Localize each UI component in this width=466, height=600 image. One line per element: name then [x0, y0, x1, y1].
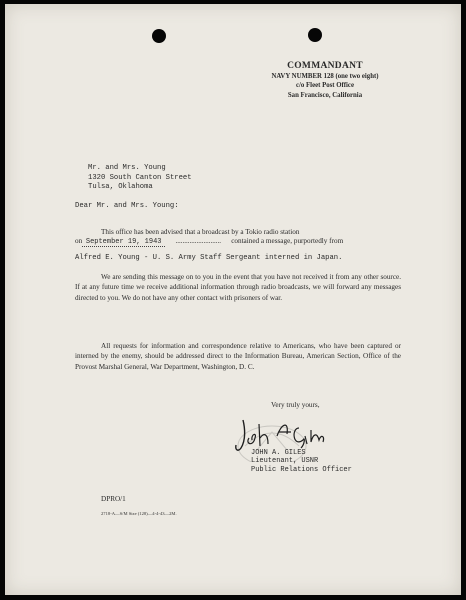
letterhead-navy-number: NAVY NUMBER 128 (one two eight) — [271, 72, 379, 80]
signer-title: Public Relations Officer — [251, 465, 352, 474]
paragraph-intro-rest: contained a message, purportedly from — [231, 237, 344, 245]
closing: Very truly yours, — [271, 401, 320, 409]
letterhead — [255, 62, 395, 100]
addressee-street: 1320 South Canton Street — [88, 173, 192, 182]
letterhead-city: San Francisco, California — [287, 91, 363, 99]
reference-code: DPRO/1 — [101, 495, 126, 503]
salutation: Dear Mr. and Mrs. Young: — [75, 202, 179, 210]
on-label: on — [75, 237, 83, 245]
paragraph-forwarding: We are sending this message on to you in the event that you have not received it from any other source. If at any future time we receive additional information through radio broadcasts, we will forward any messages directed to you. We do not have any other contact with prisoners of war. — [75, 273, 401, 302]
form-footnote: 2718-A—S/M Size (128)—4-4-43—2M. — [101, 511, 177, 516]
paragraph-intro: This office has been advised that a broadcast by a Tokio radio station — [101, 228, 300, 236]
signature-block — [251, 449, 352, 474]
letterhead-fpo: c/o Fleet Post Office — [296, 82, 354, 89]
punch-hole — [152, 29, 166, 43]
addressee-name: Mr. and Mrs. Young — [88, 164, 166, 172]
signer-name: JOHN A. GILES — [251, 449, 306, 457]
broadcast-date: September 19, 1943 — [82, 238, 165, 247]
broadcast-message: Alfred E. Young - U. S. Army Staff Sergeant interned in Japan. — [75, 254, 343, 262]
dotted-fill: .......................... — [175, 237, 221, 245]
letter-page — [5, 4, 461, 595]
addressee-block — [88, 164, 192, 193]
addressee-city: Tulsa, Oklahoma — [88, 183, 153, 191]
paragraph-inquiries: All requests for information and correspondence relative to Americans, who have been captured or interned by the enemy, should be addressed direct to the Information Bureau, American Section, Office of the Provost Marshal General, War Department, Washington, D. C. — [75, 342, 401, 371]
signer-rank: Lieutenant, USNR — [251, 457, 319, 466]
letterhead-title: COMMANDANT — [287, 61, 363, 71]
broadcast-date-line — [75, 237, 400, 247]
punch-hole — [308, 28, 322, 42]
